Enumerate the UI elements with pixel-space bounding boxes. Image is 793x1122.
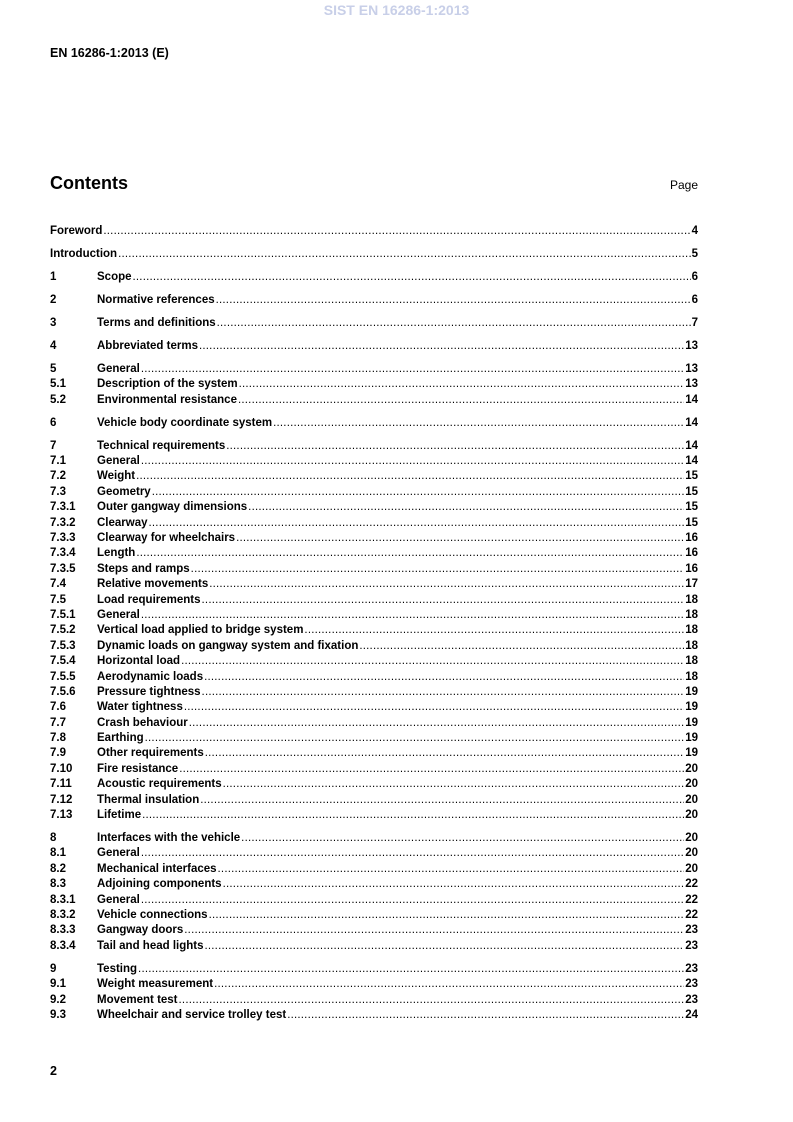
toc-entry-page: 7 xyxy=(691,316,698,329)
toc-entry-title: Wheelchair and service trolley test xyxy=(97,1008,287,1021)
toc-dot-leader xyxy=(209,577,684,592)
toc-dot-leader xyxy=(359,639,684,654)
toc-entry-title: Mechanical interfaces xyxy=(97,862,217,875)
toc-dot-leader xyxy=(149,516,685,531)
toc-entry-page: 13 xyxy=(685,339,698,352)
toc-entry-page: 16 xyxy=(685,547,698,560)
toc-entry-page: 5 xyxy=(691,247,698,260)
toc-entry-page: 20 xyxy=(685,762,698,775)
toc-entry-number: 5 xyxy=(50,362,57,375)
toc-entry-title: Outer gangway dimensions xyxy=(97,501,248,514)
toc-dot-leader xyxy=(142,808,684,823)
toc-dot-leader xyxy=(200,793,684,808)
toc-entry-page: 23 xyxy=(685,993,698,1006)
toc-entry[interactable] xyxy=(50,339,698,354)
toc-dot-leader xyxy=(199,339,684,354)
toc-entry[interactable] xyxy=(50,562,698,577)
toc-entry[interactable] xyxy=(50,393,698,408)
toc-dot-leader xyxy=(189,716,684,731)
toc-entry-number: 6 xyxy=(50,416,57,429)
toc-dot-leader xyxy=(214,977,684,992)
toc-dot-leader xyxy=(141,846,684,861)
toc-entry-page: 19 xyxy=(685,747,698,760)
toc-entry[interactable] xyxy=(50,1008,698,1023)
toc-entry-title: Water tightness xyxy=(97,701,183,714)
toc-entry[interactable] xyxy=(50,654,698,669)
toc-entry-title: Vehicle body coordinate system xyxy=(97,416,273,429)
toc-entry[interactable] xyxy=(50,862,698,877)
toc-entry-page: 20 xyxy=(685,862,698,875)
toc-entry[interactable] xyxy=(50,893,698,908)
toc-entry-title: General xyxy=(97,893,140,906)
toc-entry-number: 7.5.3 xyxy=(50,639,76,652)
toc-entry-title: Aerodynamic loads xyxy=(97,670,204,683)
toc-entry-number: 7.8 xyxy=(50,732,66,745)
toc-dot-leader xyxy=(241,831,684,846)
toc-dot-leader xyxy=(138,962,684,977)
toc-dot-leader xyxy=(184,700,684,715)
toc-entry-title: Scope xyxy=(97,270,132,283)
toc-entry-page: 22 xyxy=(685,908,698,921)
toc-entry-page: 6 xyxy=(691,270,698,283)
toc-dot-leader xyxy=(191,562,685,577)
toc-entry-page: 17 xyxy=(685,578,698,591)
toc-dot-leader xyxy=(202,685,685,700)
toc-dot-leader xyxy=(103,224,690,239)
toc-entry-page: 19 xyxy=(685,701,698,714)
toc-entry-number: 7.3.4 xyxy=(50,547,76,560)
toc-entry-page: 15 xyxy=(685,485,698,498)
toc-entry-page: 23 xyxy=(685,962,698,975)
toc-dot-leader xyxy=(118,247,691,262)
toc-entry-title: Dynamic loads on gangway system and fixation xyxy=(97,639,359,652)
toc-entry-title: Weight measurement xyxy=(97,978,214,991)
toc-entry-number: 7.5.1 xyxy=(50,608,76,621)
toc-dot-leader xyxy=(223,777,685,792)
toc-entry[interactable] xyxy=(50,439,698,454)
toc-entry-title: General xyxy=(97,362,140,375)
toc-entry-number: 7.5.5 xyxy=(50,670,76,683)
toc-dot-leader xyxy=(152,485,685,500)
toc-dot-leader xyxy=(141,893,684,908)
toc-entry-title: Load requirements xyxy=(97,593,201,606)
toc-entry-title: Description of the system xyxy=(97,378,238,391)
toc-dot-leader xyxy=(136,546,684,561)
toc-entry-page: 16 xyxy=(685,562,698,575)
toc-entry-title: General xyxy=(97,455,140,468)
toc-entry-title: Vertical load applied to bridge system xyxy=(97,624,304,637)
toc-entry-number: 7.7 xyxy=(50,716,66,729)
toc-entry-title: Clearway xyxy=(97,516,148,529)
toc-entry[interactable] xyxy=(50,877,698,892)
toc-entry[interactable] xyxy=(50,416,698,431)
toc-entry[interactable] xyxy=(50,808,698,823)
toc-entry-number: 7.3.1 xyxy=(50,501,76,514)
toc-entry-title: Terms and definitions xyxy=(97,316,216,329)
toc-dot-leader xyxy=(204,670,684,685)
toc-entry-number: 8.3.1 xyxy=(50,893,76,906)
toc-entry-title: Crash behaviour xyxy=(97,716,188,729)
toc-entry-title: Steps and ramps xyxy=(97,562,190,575)
toc-entry-title: Lifetime xyxy=(97,809,142,822)
toc-dot-leader xyxy=(202,593,685,608)
toc-entry[interactable] xyxy=(50,485,698,500)
toc-entry-page: 16 xyxy=(685,532,698,544)
toc-entry[interactable] xyxy=(50,762,698,777)
toc-entry-title: Adjoining components xyxy=(97,878,222,891)
toc-entry-number: 7.5.4 xyxy=(50,655,76,668)
toc-entry-number: 8.3.4 xyxy=(50,939,76,952)
toc-entry-page: 14 xyxy=(685,416,698,429)
toc-entry-title: Acoustic requirements xyxy=(97,778,222,791)
toc-dot-leader xyxy=(179,762,684,777)
toc-entry[interactable] xyxy=(50,516,698,531)
toc-entry-title: Clearway for wheelchairs xyxy=(97,532,236,544)
toc-entry-number: 9.3 xyxy=(50,1008,66,1021)
toc-entry-number: 9.2 xyxy=(50,993,66,1006)
toc-entry[interactable] xyxy=(50,362,698,377)
toc-entry-number: 7.2 xyxy=(50,470,66,483)
toc-entry[interactable] xyxy=(50,623,698,638)
toc-entry-page: 18 xyxy=(685,639,698,652)
toc-entry-title: Interfaces with the vehicle xyxy=(97,832,241,845)
toc-entry-title: Relative movements xyxy=(97,578,209,591)
toc-entry[interactable] xyxy=(50,746,698,761)
toc-dot-leader xyxy=(218,862,685,877)
toc-dot-leader xyxy=(133,270,691,285)
toc-entry[interactable] xyxy=(50,846,698,861)
watermark: SIST EN 16286-1:2013 xyxy=(323,2,470,18)
toc-dot-leader xyxy=(205,746,684,761)
toc-entry-page: 13 xyxy=(685,378,698,391)
toc-entry-number: 7 xyxy=(50,439,57,452)
toc-dot-leader xyxy=(304,623,684,638)
toc-dot-leader xyxy=(238,393,684,408)
toc-entry[interactable] xyxy=(50,793,698,808)
toc-entry-title: Horizontal load xyxy=(97,655,181,668)
toc-entry-page: 18 xyxy=(685,593,698,606)
toc-dot-leader xyxy=(239,377,685,392)
toc-entry-page: 15 xyxy=(685,501,698,514)
toc-entry-title: General xyxy=(97,608,140,621)
toc-entry[interactable] xyxy=(50,546,698,561)
toc-entry-number: 3 xyxy=(50,316,57,329)
toc-entry-title: Testing xyxy=(97,962,138,975)
toc-entry[interactable] xyxy=(50,700,698,715)
toc-entry-number: 8.2 xyxy=(50,862,66,875)
toc-dot-leader xyxy=(236,531,684,546)
toc-entry-page: 13 xyxy=(685,362,698,375)
toc-entry[interactable] xyxy=(50,270,698,285)
toc-entry-page: 4 xyxy=(691,225,698,237)
toc-entry-title: Environmental resistance xyxy=(97,393,237,406)
toc-entry-title: Fire resistance xyxy=(97,762,179,775)
toc-entry-number: 7.5.2 xyxy=(50,624,76,637)
toc-entry-page: 20 xyxy=(685,847,698,860)
toc-entry-page: 15 xyxy=(685,516,698,529)
table-of-contents xyxy=(50,224,698,1023)
toc-entry-title: Weight xyxy=(97,470,136,483)
toc-dot-leader xyxy=(179,993,685,1008)
toc-entry-title: Tail and head lights xyxy=(97,939,204,952)
toc-entry-page: 15 xyxy=(685,470,698,483)
toc-entry-number: 7.9 xyxy=(50,747,66,760)
toc-entry[interactable] xyxy=(50,577,698,592)
toc-dot-leader xyxy=(205,939,685,954)
toc-entry-page: 14 xyxy=(685,393,698,406)
toc-entry-page: 20 xyxy=(685,809,698,822)
toc-dot-leader xyxy=(217,316,691,331)
toc-entry-number: 7.5 xyxy=(50,593,66,606)
toc-entry-page: 19 xyxy=(685,716,698,729)
toc-entry-number: 7.13 xyxy=(50,809,73,822)
toc-entry[interactable] xyxy=(50,293,698,308)
toc-entry-number: 8.1 xyxy=(50,847,66,860)
toc-entry-number: 7.1 xyxy=(50,455,66,468)
toc-entry-page: 18 xyxy=(685,670,698,683)
toc-entry-number: 5.1 xyxy=(50,378,66,391)
toc-dot-leader xyxy=(141,454,684,469)
page-column-label: Page xyxy=(669,178,698,192)
toc-dot-leader xyxy=(226,439,684,454)
toc-entry-number: 7.12 xyxy=(50,793,73,806)
toc-dot-leader xyxy=(145,731,685,746)
toc-entry[interactable] xyxy=(50,469,698,484)
toc-entry-number: 7.3.3 xyxy=(50,532,76,544)
toc-entry-number: 1 xyxy=(50,270,57,283)
toc-entry-page: 23 xyxy=(685,939,698,952)
toc-dot-leader xyxy=(216,293,691,308)
toc-entry-number: 7.3.5 xyxy=(50,562,76,575)
toc-entry[interactable] xyxy=(50,977,698,992)
toc-entry-number: 7.5.6 xyxy=(50,685,76,698)
toc-entry-page: 20 xyxy=(685,793,698,806)
toc-entry[interactable] xyxy=(50,908,698,923)
toc-entry-title: Thermal insulation xyxy=(97,793,200,806)
toc-entry-title: Pressure tightness xyxy=(97,685,201,698)
toc-dot-leader xyxy=(287,1008,684,1023)
toc-entry[interactable] xyxy=(50,500,698,515)
toc-entry-number: 7.10 xyxy=(50,762,73,775)
toc-dot-leader xyxy=(141,362,684,377)
toc-entry[interactable] xyxy=(50,939,698,954)
toc-entry[interactable] xyxy=(50,731,698,746)
page-title: Contents xyxy=(50,173,128,193)
toc-entry-number: 9.1 xyxy=(50,978,66,991)
toc-entry[interactable] xyxy=(50,224,698,239)
toc-entry-number: 2 xyxy=(50,293,57,306)
toc-entry-page: 23 xyxy=(685,924,698,937)
toc-entry-number: 7.3 xyxy=(50,485,66,498)
toc-entry-page: 22 xyxy=(685,893,698,906)
toc-entry[interactable] xyxy=(50,377,698,392)
toc-entry-title: Geometry xyxy=(97,485,151,498)
toc-entry-page: 18 xyxy=(685,655,698,668)
toc-entry-number: 7.11 xyxy=(50,778,72,791)
toc-entry-number: 8.3 xyxy=(50,878,66,891)
toc-dot-leader xyxy=(184,923,684,938)
toc-entry-page: 18 xyxy=(685,624,698,637)
toc-entry-title: Introduction xyxy=(50,247,118,260)
toc-dot-leader xyxy=(136,469,684,484)
toc-entry[interactable] xyxy=(50,685,698,700)
toc-entry[interactable] xyxy=(50,593,698,608)
toc-entry[interactable] xyxy=(50,716,698,731)
toc-entry[interactable] xyxy=(50,670,698,685)
toc-entry-page: 20 xyxy=(685,778,698,791)
toc-entry-page: 24 xyxy=(685,1008,698,1021)
toc-entry-number: 9 xyxy=(50,962,57,975)
toc-entry[interactable] xyxy=(50,777,698,792)
toc-entry-title: Vehicle connections xyxy=(97,908,208,921)
toc-entry-page: 14 xyxy=(685,455,698,468)
toc-entry[interactable] xyxy=(50,316,698,331)
toc-entry-number: 8.3.2 xyxy=(50,908,76,921)
toc-entry-number: 5.2 xyxy=(50,393,66,406)
toc-entry[interactable] xyxy=(50,962,698,977)
toc-entry-title: Length xyxy=(97,547,136,560)
toc-entry-title: Foreword xyxy=(50,225,103,237)
toc-entry[interactable] xyxy=(50,247,698,262)
toc-entry-title: Abbreviated terms xyxy=(97,339,198,352)
toc-entry-title: Other requirements xyxy=(97,747,204,760)
toc-entry-number: 4 xyxy=(50,339,57,352)
toc-dot-leader xyxy=(273,416,684,431)
toc-entry[interactable] xyxy=(50,608,698,623)
toc-entry-title: General xyxy=(97,847,140,860)
document-id: EN 16286-1:2013 (E) xyxy=(50,46,169,60)
toc-dot-leader xyxy=(223,877,685,892)
toc-entry-title: Earthing xyxy=(97,732,144,745)
toc-entry-page: 22 xyxy=(685,878,698,891)
toc-dot-leader xyxy=(181,654,684,669)
toc-entry-page: 18 xyxy=(685,608,698,621)
toc-entry-title: Technical requirements xyxy=(97,439,226,452)
toc-entry-title: Gangway doors xyxy=(97,924,184,937)
toc-entry-number: 8 xyxy=(50,832,57,845)
toc-entry-number: 7.6 xyxy=(50,701,66,714)
toc-entry-number: 8.3.3 xyxy=(50,924,76,937)
toc-entry-title: Normative references xyxy=(97,293,215,306)
toc-entry[interactable] xyxy=(50,454,698,469)
toc-entry-page: 19 xyxy=(685,685,698,698)
toc-entry-number: 7.3.2 xyxy=(50,516,76,529)
toc-entry[interactable] xyxy=(50,531,698,546)
toc-entry-title: Movement test xyxy=(97,993,178,1006)
toc-dot-leader xyxy=(141,608,684,623)
toc-entry[interactable] xyxy=(50,993,698,1008)
toc-dot-leader xyxy=(209,908,685,923)
toc-entry-page: 20 xyxy=(685,832,698,845)
toc-entry[interactable] xyxy=(50,923,698,938)
toc-entry-page: 19 xyxy=(685,732,698,745)
page-number: 2 xyxy=(50,1064,57,1078)
toc-dot-leader xyxy=(248,500,684,515)
toc-entry[interactable] xyxy=(50,639,698,654)
toc-entry-page: 6 xyxy=(691,293,698,306)
toc-entry-page: 14 xyxy=(685,439,698,452)
toc-entry-number: 7.4 xyxy=(50,578,66,591)
toc-entry[interactable] xyxy=(50,831,698,846)
toc-entry-page: 23 xyxy=(685,978,698,991)
